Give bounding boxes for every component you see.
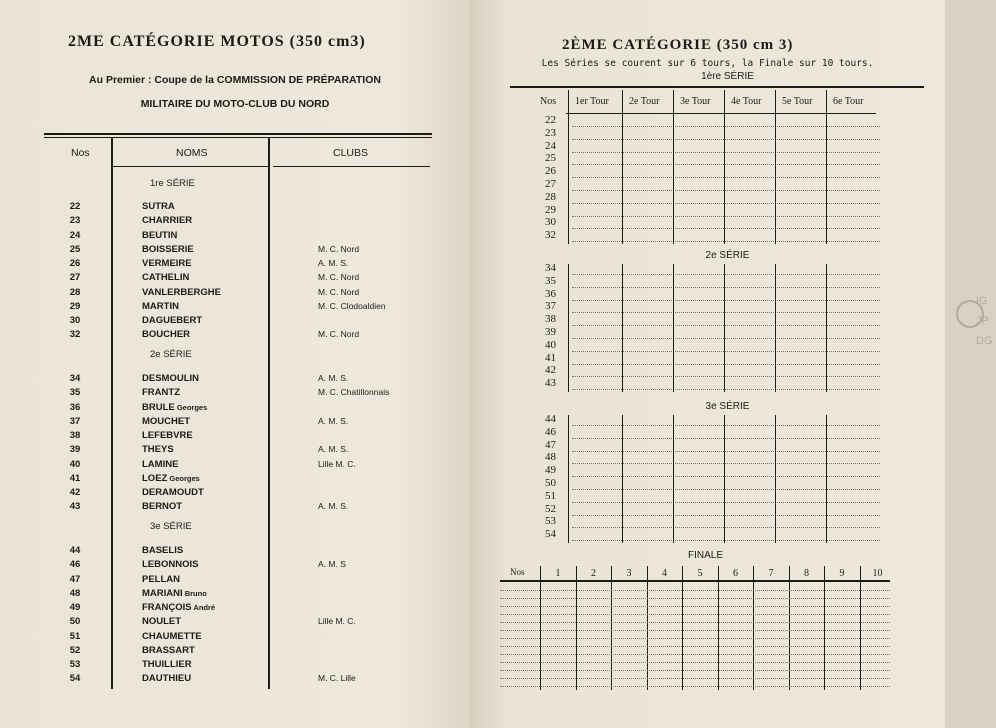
lap-row-number: 49 [545,464,556,477]
lap-row-number: 29 [545,203,556,216]
entry-row [0,616,470,630]
lap-row-number: 38 [545,313,556,326]
lap-row-dotted-line [572,139,880,140]
library-stamp [954,292,996,354]
grid-top-rule [510,86,924,88]
lap-row-dotted-line [572,203,880,204]
entry-number: 49 [69,602,81,613]
entry-name: DESMOULIN [142,373,199,384]
lap-grid-num-header: Nos [540,96,557,107]
lap-row-number: 26 [545,165,556,178]
lap-row-dotted-line [572,351,880,352]
entry-row [0,387,470,401]
finale-column-divider [753,566,754,690]
finale-lap-header: 10 [872,568,883,579]
entry-name: LAMINE [142,458,179,470]
svg-text:IG: IG [976,295,988,307]
lap-row-number: 25 [545,152,556,165]
lap-row-number: 46 [545,425,556,438]
entry-name: SUTRA [142,201,175,212]
entry-number: 46 [69,559,81,571]
finale-row-dotted-line [500,678,890,679]
lap-column-divider [622,264,623,392]
entry-name: BEUTIN [142,229,178,241]
entry-number: 42 [69,487,81,498]
entry-club: M. C. Lille [318,673,356,684]
finale-row-dotted-line [500,654,890,655]
finale-lap-header: 2 [591,568,596,579]
entry-row [0,673,470,687]
entry-row [0,444,470,458]
finale-row-dotted-line [500,598,890,599]
serie-2-label: 2e SÉRIE [705,250,750,261]
entry-name: MARTIN [142,300,179,312]
finale-lap-header: 1 [555,568,561,579]
lap-row-number: 34 [545,262,556,274]
finale-row-dotted-line [500,638,890,639]
finale-header-rule [500,580,890,582]
finale-column-divider [611,566,612,690]
entry-row [0,373,470,387]
lap-row-dotted-line [572,451,880,452]
entry-club: A. M. S. [318,444,349,455]
lap-header-rule [566,113,876,114]
entry-number: 30 [69,315,81,326]
cup-line-2: MILITAIRE DU MOTO-CLUB DU NORD [140,98,330,110]
finale-row-dotted-line [500,622,890,623]
clubs-header-underline [273,166,430,167]
lap-row-dotted-line [572,152,880,153]
finale-lap-header: 7 [768,568,774,579]
entry-club: A. M. S. [318,501,349,512]
finale-column-divider [718,566,719,690]
entry-row [0,459,470,473]
entry-row [0,602,470,616]
lap-row-number: 47 [545,438,556,451]
entry-row [0,559,470,573]
lap-row-dotted-line [572,177,880,178]
lap-column-divider [826,415,827,543]
entry-number: 53 [69,659,81,670]
left-page-title: 2ME CATÉGORIE MOTOS (350 cm3) [68,33,366,50]
lap-row-dotted-line [572,300,880,301]
lap-row-dotted-line [572,126,880,127]
entry-name: LOEZ Georges [142,472,200,484]
left-page [0,0,470,728]
serie-heading: 2e SÉRIE [150,349,192,360]
lap-row-number: 51 [545,489,556,502]
lap-row-dotted-line [572,364,880,365]
finale-column-divider [540,566,541,690]
entry-name: NOULET [142,616,182,628]
entry-name: BOISSERIE [142,243,194,255]
finale-lap-header: 6 [733,568,738,579]
lap-row-number: 50 [545,477,556,489]
lap-row-number: 30 [545,216,556,229]
lap-row-number: 27 [545,178,556,190]
lap-column-divider [724,264,725,392]
serie-heading: 1re SÉRIE [150,178,195,189]
entry-name: FRANÇOIS André [142,602,216,613]
serie-heading: 3e SÉRIE [150,521,192,532]
entry-name: MARIANI Bruno [142,587,207,599]
lap-header: 3e Tour [680,96,711,107]
lap-row-dotted-line [572,287,880,288]
lap-row-dotted-line [572,476,880,477]
names-header-underline [113,166,269,167]
lap-header: 6e Tour [833,96,864,107]
lap-row-dotted-line [572,216,880,217]
finale-column-divider [682,566,683,690]
lap-row-dotted-line [572,540,880,541]
lap-row-number: 22 [545,114,556,126]
entry-number: 47 [69,573,81,585]
lap-row-number: 32 [545,229,556,242]
lap-row-number: 23 [545,126,556,139]
entry-number: 28 [69,286,81,298]
entry-name: DAUTHIEU [142,673,192,685]
serie-1-label: 1ère SÉRIE [701,71,754,82]
finale-row-dotted-line [500,670,890,671]
entry-number: 29 [69,300,81,312]
finale-lap-header: 3 [626,568,632,579]
entry-row [0,287,470,301]
finale-label: FINALE [687,550,723,561]
lap-row-number: 40 [545,338,556,351]
entry-name: BASELIS [142,545,184,556]
lap-row-number: 44 [545,413,556,425]
entry-number: 44 [69,545,81,556]
entry-row [0,201,470,215]
entry-name: LEBONNOIS [142,559,199,571]
lap-row-dotted-line [572,425,880,426]
entry-row [0,230,470,244]
lap-header: 5e Tour [782,96,813,107]
entry-row [0,244,470,258]
entry-name: VANLERBERGHE [142,286,221,298]
lap-row-number: 52 [545,502,556,515]
finale-lap-header: 4 [662,568,667,579]
lap-column-divider [673,264,674,392]
lap-row-number: 24 [545,139,556,152]
finale-num-header: Nos [510,567,525,577]
entry-first-name: André [191,603,216,612]
entry-row [0,487,470,501]
lap-column-divider [568,264,569,392]
entry-first-name: Bruno [182,588,207,598]
lap-row-number: 41 [545,351,556,364]
entry-row [0,574,470,588]
finale-column-divider [860,566,861,690]
entry-club: Lille M. C. [318,616,356,627]
entry-number: 35 [69,387,81,399]
lap-row-number: 53 [545,515,556,528]
entry-club: M. C. Nord [318,272,360,283]
entry-row [0,430,470,444]
entry-row [0,645,470,659]
lap-row-dotted-line [572,241,880,242]
finale-row-dotted-line [500,606,890,607]
lap-column-divider [673,415,674,543]
header-names: NOMS [176,147,208,159]
lap-row-number: 48 [545,451,556,464]
entry-number: 40 [69,458,81,470]
table-top-rule [44,133,432,135]
lap-row-dotted-line [572,274,880,275]
entry-name: CHAUMETTE [142,630,202,642]
lap-row-dotted-line [572,463,880,464]
lap-row-number: 35 [545,274,556,287]
finale-row-dotted-line [500,662,890,663]
lap-row-dotted-line [572,228,880,229]
header-clubs: CLUBS [333,147,369,159]
finale-lap-header: 8 [804,568,809,579]
lap-row-dotted-line [572,376,880,377]
finale-row-dotted-line [500,646,890,647]
lap-row-dotted-line [572,190,880,191]
entry-name: CHARRIER [142,215,193,227]
entry-number: 38 [69,430,81,441]
entry-first-name: Georges [167,473,200,483]
entry-name: BRULE Georges [142,401,208,413]
lap-row-number: 43 [545,377,556,390]
lap-row-number: 39 [545,326,556,338]
lap-row-dotted-line [572,325,880,326]
entry-club: M. C. Clodoaldien [318,300,386,311]
finale-column-divider [576,566,577,690]
entry-number: 32 [69,329,81,341]
entry-name: LEFEBVRE [142,430,193,441]
lap-row-dotted-line [572,502,880,503]
lap-row-number: 37 [545,300,556,313]
entry-row [0,416,470,430]
lap-row-dotted-line [572,164,880,165]
lap-row-dotted-line [572,527,880,528]
entry-row [0,272,470,286]
lap-header: 1er Tour [575,96,609,107]
entry-row [0,215,470,229]
entry-club: M. C. Nord [318,286,360,297]
entry-number: 24 [69,229,81,241]
entry-club: M. C. Nord [318,243,360,254]
race-format-note: Les Séries se courent sur 6 tours, la Finale sur 10 tours. [541,58,874,69]
lap-column-divider [568,415,569,543]
entry-row [0,473,470,487]
entry-first-name: Georges [174,402,208,412]
entry-number: 22 [69,201,81,212]
entry-name: MOUCHET [142,415,191,427]
entry-club: A. M. S [318,559,346,570]
lap-header: 2e Tour [629,96,660,107]
entry-name: DAGUEBERT [142,315,203,326]
entry-club: M. C. Chatillonnais [318,387,390,398]
entry-number: 41 [69,472,81,484]
lap-row-number: 28 [545,190,556,203]
lap-row-number: 36 [545,287,556,300]
entry-club: A. M. S. [318,415,349,426]
entry-number: 27 [69,272,81,284]
lap-row-dotted-line [572,515,880,516]
serie-3-label: 3e SÉRIE [705,401,750,412]
entry-row [0,545,470,559]
entry-name: PELLAN [142,573,180,585]
entry-number: 39 [69,444,81,456]
entry-club: M. C. Nord [318,329,360,340]
entry-row [0,501,470,515]
entry-name: DERAMOUDT [142,487,204,498]
entry-row [0,659,470,673]
entry-number: 54 [69,673,81,685]
entry-name: BRASSART [142,644,195,656]
lap-row-dotted-line [572,338,880,339]
entry-number: 52 [69,644,81,656]
entry-row [0,258,470,272]
lap-row-dotted-line [572,489,880,490]
lap-column-divider [622,415,623,543]
entry-number: 48 [69,587,81,599]
entry-club: A. M. S. [318,373,349,383]
table-top-rule-thin [44,137,432,138]
entry-number: 43 [69,501,81,513]
entry-number: 36 [69,401,81,413]
entry-name: VERMEIRE [142,258,192,269]
header-numbers: Nos [71,147,90,159]
lap-row-dotted-line [572,389,880,390]
entry-number: 23 [69,215,81,227]
lap-column-divider [724,415,725,543]
entry-number: 34 [69,373,81,384]
entry-club: A. M. S. [318,258,349,268]
entry-number: 50 [69,616,81,628]
entry-name: FRANTZ [142,387,180,399]
lap-row-number: 54 [545,528,556,541]
finale-row-dotted-line [500,630,890,631]
entry-name: THUILLIER [142,659,192,670]
finale-column-divider [789,566,790,690]
finale-row-dotted-line [500,686,890,687]
entry-number: 37 [69,415,81,427]
entry-name: THEYS [142,444,174,456]
entry-number: 26 [69,258,81,269]
lap-column-divider [826,264,827,392]
lap-header: 4e Tour [731,96,762,107]
cup-line-1: Au Premier : Coupe de la COMMISSION DE PRÉPARATION [89,74,381,86]
entry-name: BOUCHER [142,329,191,341]
finale-row-dotted-line [500,614,890,615]
finale-lap-header: 9 [839,568,845,579]
entry-row [0,315,470,329]
lap-row-dotted-line [572,312,880,313]
lap-column-divider [775,264,776,392]
right-page-title: 2ÈME CATÉGORIE (350 cm 3) [562,37,794,53]
entry-row [0,329,470,343]
lap-row-number: 42 [545,364,556,377]
svg-text:JP: JP [976,315,989,327]
finale-row-dotted-line [500,590,890,591]
entry-row [0,301,470,315]
finale-column-divider [647,566,648,690]
entry-row [0,588,470,602]
finale-column-divider [824,566,825,690]
entry-number: 51 [69,630,81,642]
entry-name: CATHELIN [142,272,190,284]
lap-column-divider [775,415,776,543]
entry-number: 25 [69,243,81,255]
entry-club: Lille M. C. [318,458,356,469]
entry-row [0,631,470,645]
svg-text:DG: DG [976,335,993,347]
lap-row-dotted-line [572,438,880,439]
entry-name: BERNOT [142,501,183,513]
right-page [470,0,993,728]
finale-lap-header: 5 [697,568,703,579]
entry-row [0,402,470,416]
